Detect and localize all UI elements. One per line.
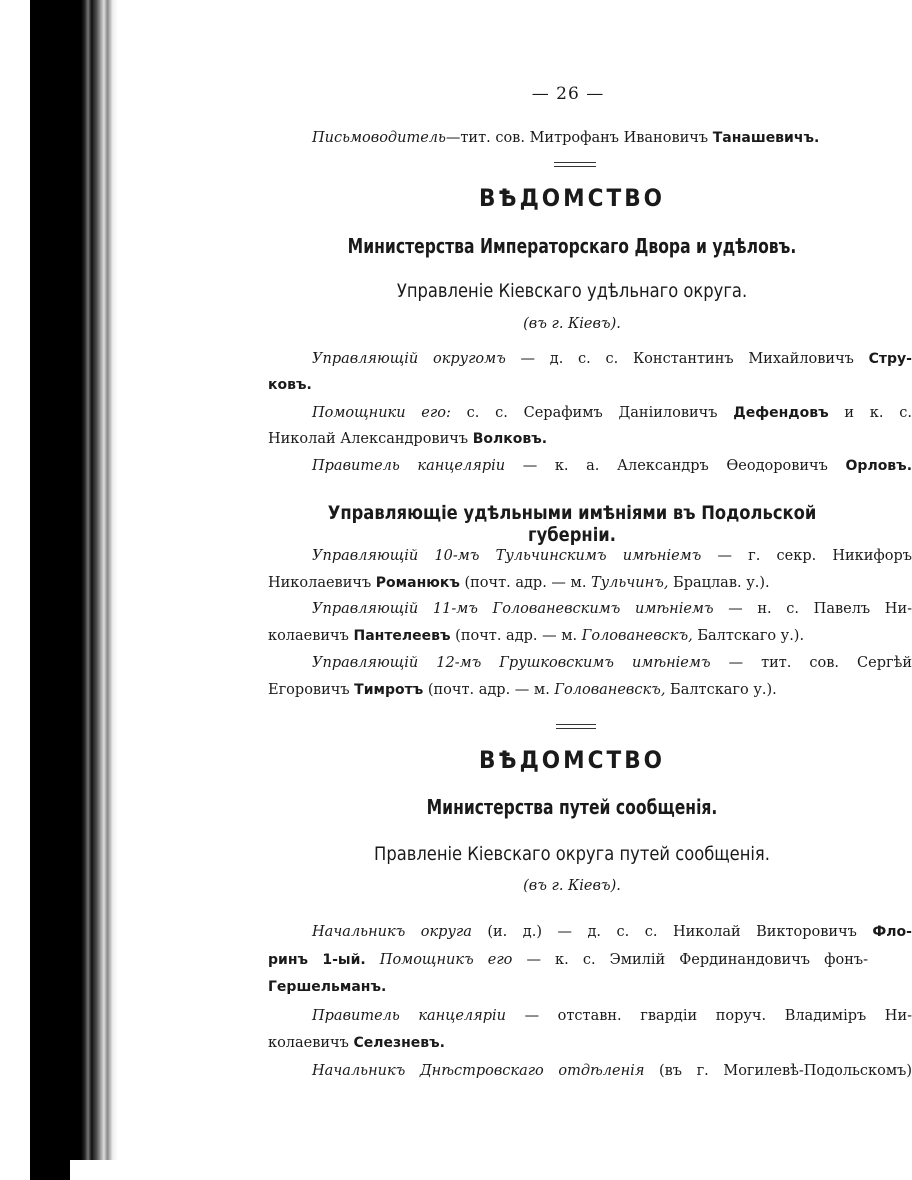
text-span: — г. секр. Никифоръ: [701, 548, 912, 564]
surname: Тимротъ: [354, 682, 424, 698]
text-span: (почт. адр. — м.: [450, 628, 582, 644]
text-line: [268, 680, 868, 700]
role-label: Помощники его:: [312, 405, 451, 421]
text-span: Балтскаго у.).: [692, 628, 805, 644]
text-span: с. с. Серафимъ Даніиловичъ: [450, 405, 734, 421]
section-divider: [556, 724, 596, 729]
text-span: — отставн. гвардіи поруч. Владиміръ Ни-: [506, 1008, 912, 1024]
text-line: [268, 977, 868, 997]
office-location: (въ г. Кіевъ).: [523, 316, 621, 332]
text-span: Балтскаго у.).: [665, 682, 777, 698]
clerk-surname: Танашевичъ.: [712, 130, 820, 146]
text-span: — тит. сов. Сергѣй: [710, 655, 912, 671]
surname: Стру-: [868, 351, 912, 367]
office-title: Управленіе Кіевскаго удѣльнаго округа.: [396, 280, 748, 302]
text-line: [268, 626, 868, 646]
text-line: [268, 1033, 868, 1053]
surname: Орловъ.: [845, 458, 912, 474]
clerk-text: —тит. сов. Митрофанъ Ивановичъ: [445, 130, 713, 146]
surname: Гершельманъ.: [268, 979, 387, 995]
text-line: [268, 429, 868, 449]
role-label: Начальникъ округа: [312, 924, 472, 940]
office-location: (въ г. Кіевъ).: [523, 878, 621, 894]
role-label: Правитель канцеляріи: [312, 1008, 507, 1024]
text-line: [268, 546, 912, 566]
surname: Романюкъ: [375, 575, 460, 591]
clerk-line: [268, 128, 876, 148]
text-span: Николай Александровичъ: [268, 431, 473, 447]
ministry-title: Министерства Императорскаго Двора и удѣловъ.: [347, 234, 797, 258]
ministry-title: Министерства путей сообщенія.: [426, 795, 718, 819]
surname: Дефендовъ: [733, 405, 829, 421]
role-label: Помощникъ его: [365, 952, 513, 968]
text-span: Брацлав. у.).: [668, 575, 770, 591]
text-line: [268, 1061, 912, 1081]
section-title: ВѢДОМСТВО: [478, 746, 666, 774]
surname: Волковъ.: [472, 431, 548, 447]
text-span: колаевичъ: [268, 628, 354, 644]
text-span: Николаевичъ: [268, 575, 376, 591]
office-title: Правленіе Кіевскаго округа путей сообщенія.: [374, 843, 770, 865]
role-label: Управляющій 10-мъ Тульчинскимъ имѣніемъ: [312, 548, 702, 564]
surname: Селезневъ.: [353, 1035, 446, 1051]
role-label: Управляющій округомъ: [312, 351, 506, 367]
text-span: (почт. адр. — м.: [459, 575, 592, 591]
role-label: Управляющій 11-мъ Голованевскимъ имѣніемъ: [312, 601, 714, 617]
text-line: [268, 456, 912, 476]
text-line: [268, 1006, 912, 1026]
page-number: — 26 —: [531, 84, 605, 104]
section-title: ВѢДОМСТВО: [478, 184, 666, 212]
text-span: колаевичъ: [268, 1035, 354, 1051]
page: [268, 0, 912, 1180]
clerk-label: Письмоводитель: [312, 130, 446, 146]
subsection-title: Управляющіе удѣльными имѣніями въ Подольской губерніи.: [327, 502, 817, 546]
section-divider: [554, 162, 596, 167]
text-span: (почт. адр. — м.: [423, 682, 555, 698]
surname: Фло-: [872, 924, 912, 940]
text-line: [268, 950, 868, 970]
surname: ковъ.: [268, 377, 312, 393]
text-span: — н. с. Павелъ Ни-: [713, 601, 912, 617]
text-line: [268, 403, 912, 423]
book-spine-shadow-tail: [30, 1150, 70, 1180]
surname: Пантелеевъ: [353, 628, 451, 644]
text-line: [268, 653, 912, 673]
text-span: — д. с. с. Константинъ Михайловичъ: [505, 351, 869, 367]
text-span: — к. а. Александръ Ѳеодоровичъ: [505, 458, 846, 474]
surname: ринъ 1-ый.: [268, 952, 366, 968]
role-label: Правитель канцеляріи: [312, 458, 506, 474]
text-span: (и. д.) — д. с. с. Николай Викторовичъ: [471, 924, 873, 940]
place: Голованевскъ,: [581, 628, 693, 644]
text-line: [268, 349, 912, 369]
text-span: Егоровичъ: [268, 682, 355, 698]
text-line: [268, 573, 868, 593]
place: Тульчинъ,: [591, 575, 669, 591]
text-span: (въ г. Могилевѣ-Подольскомъ): [644, 1063, 912, 1079]
place: Голованевскъ,: [554, 682, 666, 698]
role-label: Управляющій 12-мъ Грушковскимъ имѣніемъ: [312, 655, 711, 671]
text-line: [268, 599, 912, 619]
text-line: [268, 375, 868, 395]
text-line: [268, 922, 912, 942]
text-span: и к. с.: [828, 405, 912, 421]
text-span: — к. с. Эмилій Фердинандовичъ фонъ-: [512, 952, 868, 968]
book-spine-shadow: [30, 0, 118, 1160]
role-label: Начальникъ Днѣстровскаго отдѣленія: [312, 1063, 645, 1079]
